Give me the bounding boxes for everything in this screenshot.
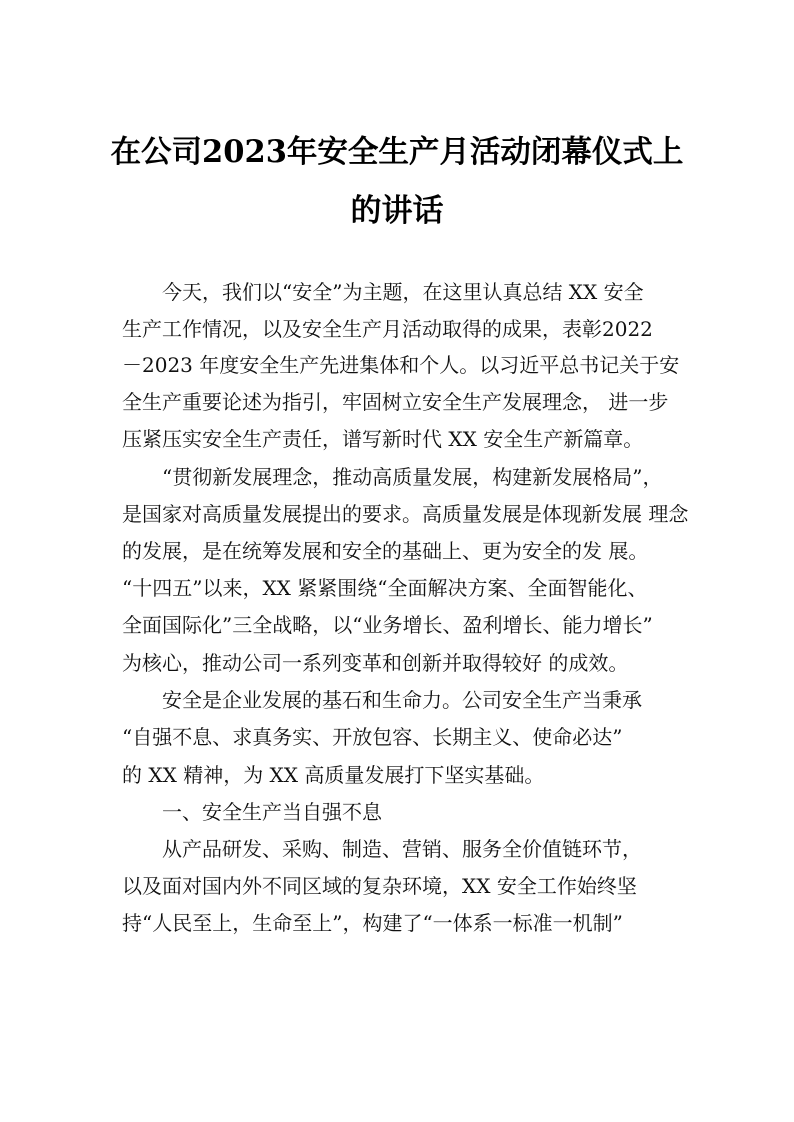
body-line-8: 的发展，是在统筹发展和安全的基础上、更为安全的发 展。 [122,539,649,563]
body-line-14: 的 XX 精神，为 XX 高质量发展打下坚实基础。 [122,763,545,787]
body-line-2: 生产工作情况，以及安全生产月活动取得的成果，表彰2022 [122,317,653,341]
document-title-line-1: 在公司2023年安全生产月活动闭幕仪式上 [110,134,684,170]
body-line-3: －2023 年度安全生产先进集体和个人。以习近平总书记关于安 [122,353,680,377]
body-line-7: 是国家对高质量发展提出的要求。高质量发展是体现新发展 理念 [122,502,689,526]
document-title-line-2: 的讲话 [350,193,444,229]
body-line-10: 全面国际化”三全战略，以“业务增长、盈利增长、能力增长” [122,613,653,637]
body-line-13: “自强不息、求真务实、开放包容、长期主义、使命必达” [122,725,623,749]
body-line-17: 以及面对国内外不同区域的复杂环境，XX 安全工作始终坚 [122,874,637,898]
body-line-1: 今天，我们以“安全”为主题，在这里认真总结 XX 安全 [122,280,644,304]
body-line-18: 持“人民至上，生命至上”，构建了“一体系一标准一机制” [122,911,623,935]
section-heading-1: 一、安全生产当自强不息 [122,800,382,824]
body-line-6: “贯彻新发展理念，推动高质量发展，构建新发展格局”， [122,465,663,489]
body-line-12: 安全是企业发展的基石和生命力。公司安全生产当秉承 [122,688,642,712]
body-line-9: “十四五”以来，XX 紧紧围绕“全面解决方案、全面智能化、 [122,576,648,600]
body-line-16: 从产品研发、采购、制造、营销、服务全价值链环节， [122,837,642,861]
body-line-5: 压紧压实安全生产责任，谱写新时代 XX 安全生产新篇章。 [122,427,644,451]
body-line-11: 为核心，推动公司一系列变革和创新并取得较好 的成效。 [122,651,629,675]
body-line-4: 全生产重要论述为指引，牢固树立安全生产发展理念， 进一步 [122,390,669,414]
